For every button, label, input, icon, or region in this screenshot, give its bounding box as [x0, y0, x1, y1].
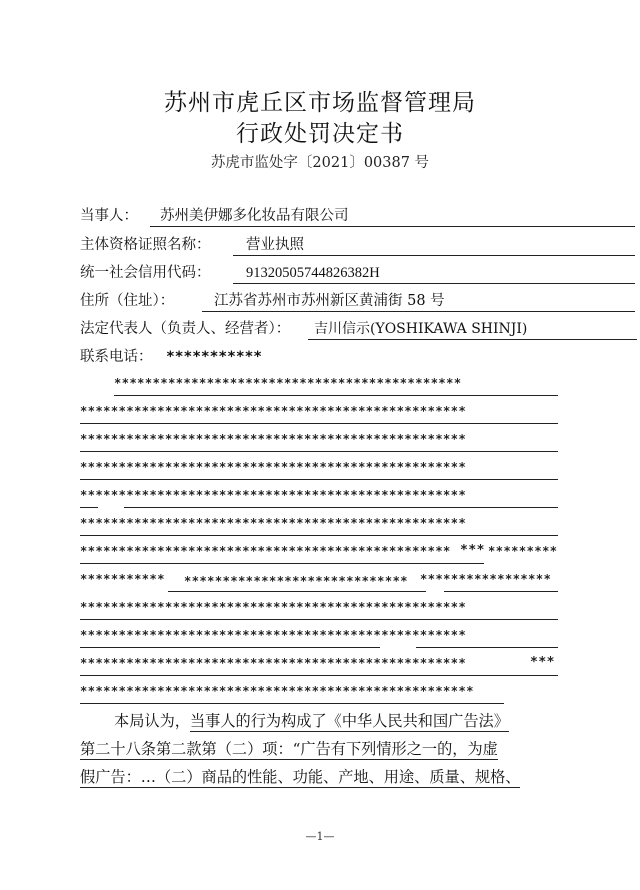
body-paragraph-line: [80, 766, 560, 788]
redacted-text: **************************************************: [80, 516, 467, 530]
field-label: 统一社会信用代码：: [80, 265, 211, 281]
underline: [80, 647, 380, 648]
underline: [114, 395, 558, 396]
field-credit-code: [80, 262, 560, 284]
redacted-text: **************************************************: [80, 656, 467, 670]
field-party: [80, 205, 560, 227]
underline: [80, 703, 504, 704]
field-legal-representative: [80, 318, 560, 340]
redacted-text: ***************************************************: [80, 684, 474, 698]
underline: [80, 535, 558, 536]
field-label: 住所（住址）：: [80, 293, 175, 309]
underline: [444, 591, 558, 592]
underline: [80, 479, 558, 480]
field-value: 江苏省苏州市苏州新区黄浦街 58 号: [214, 293, 445, 309]
redacted-text: **************************************************: [80, 600, 467, 614]
page-number: —1—: [305, 830, 335, 843]
body-text: 本局认为，: [114, 712, 190, 730]
field-value: 吉川信示(YOSHIKAWA SHINJI): [314, 321, 528, 337]
redacted-text: ***: [530, 656, 555, 670]
body-paragraph-line: [80, 710, 560, 732]
redacted-text: **************************************************: [80, 432, 467, 446]
field-value: ***********: [166, 349, 263, 365]
field-value: 营业执照: [246, 237, 304, 253]
underline: [80, 507, 98, 508]
underline: [80, 675, 558, 676]
redacted-text: ***: [460, 544, 485, 558]
underline: [124, 507, 558, 508]
field-label: 主体资格证照名称：: [80, 237, 211, 253]
field-address: [80, 290, 560, 312]
redacted-text: **************************************************: [80, 460, 467, 474]
body-text-underlined: 第二十八条第二款第（二）项：“广告有下列情形之一的，为虚: [80, 740, 498, 758]
field-phone: [80, 346, 560, 368]
underline: [168, 591, 426, 592]
redacted-text: ************************************************: [80, 544, 451, 558]
field-license-name: [80, 234, 560, 256]
redacted-text: *********************************************: [114, 376, 462, 390]
underline: [80, 563, 484, 564]
document-subtitle: 行政处罚决定书: [236, 121, 404, 147]
field-label: 当事人：: [80, 208, 138, 224]
body-text-underlined: 当事人的行为构成了《中华人民共和国广告法》: [189, 712, 509, 730]
body-text-underlined: 假广告：…（二）商品的性能、功能、产地、用途、质量、规格、: [80, 768, 521, 786]
field-label: 联系电话：: [80, 349, 153, 365]
redacted-text: *********: [488, 544, 558, 558]
field-value: 苏州美伊娜多化妆品有限公司: [160, 208, 349, 224]
underline: [80, 451, 558, 452]
underline: [80, 423, 558, 424]
redacted-text: ***********: [80, 572, 165, 586]
document-number: 苏虎市监处字〔2021〕00387 号: [210, 155, 430, 171]
body-paragraph-line: [80, 738, 560, 760]
redacted-text: *****************************: [184, 574, 409, 588]
field-label: 法定代表人（负责人、经营者）：: [80, 321, 291, 337]
redacted-text: **************************************************: [80, 404, 467, 418]
redacted-text: *****************: [420, 572, 552, 586]
field-value: 91320505744826382H: [246, 265, 380, 281]
document-title: 苏州市虎丘区市场监督管理局: [164, 90, 476, 116]
redacted-text: **************************************************: [80, 488, 467, 502]
underline: [416, 647, 558, 648]
redacted-text: **************************************************: [80, 628, 467, 642]
underline: [80, 619, 558, 620]
